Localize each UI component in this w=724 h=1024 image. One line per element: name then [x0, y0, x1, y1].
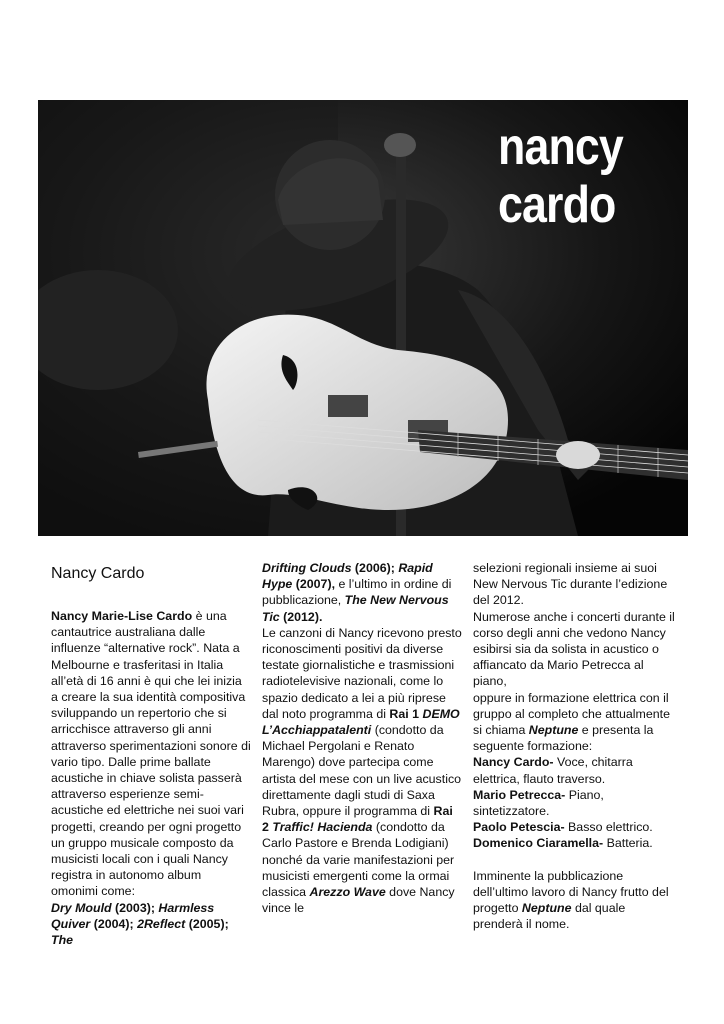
member-line: [473, 835, 678, 851]
body-text: (condotto da Carlo Pastore e Brenda Lodigiani) nonché da varie manifestazioni per musicisti emergenti come la ormai classica: [262, 820, 455, 900]
intro-text: è una cantautrice australiana dalle influenze “alternative rock”. Nata a Melbourne e trasferitasi in Italia all’età di 16 anni è qui che lei inizia a creare la sua identità compositiva sviluppando un repertorio che si arricchisce attraverso gli anni attraverso sperimentazioni sonore di vario tipo. Dalle prime ballate acustiche in chiave solista passerà attraverso esperienze semi-acustiche ed elettriche nei suoi vari progetti, creando per ogni progetto un gruppo musicale composto da musicisti locali con i quali Nancy registra in autonomo album omonimi come:: [51, 609, 251, 899]
member-name: Domenico Ciaramella-: [473, 836, 604, 851]
band-name: Neptune: [521, 901, 572, 916]
album-year: (2003);: [111, 900, 159, 915]
photo-title-line2: cardo: [498, 176, 616, 234]
festival-name: Arezzo Wave: [309, 885, 386, 900]
member-role: Piano, sintetizzatore.: [473, 787, 604, 819]
body-text: Imminente la pubblicazione dell’ultimo lavoro di Nancy frutto del progetto: [473, 868, 669, 916]
article-heading: Nancy Cardo: [51, 565, 145, 582]
album-year: (2007),: [292, 577, 336, 592]
body-text: dal quale prenderà il nome.: [473, 901, 626, 932]
body-text: e l’ultimo in ordine di pubblicazione,: [262, 577, 452, 608]
artist-name: Nancy Marie-Lise Cardo: [51, 609, 193, 623]
member-role: Voce, chitarra elettrica, flauto traverso.: [473, 755, 633, 786]
tv-program: DEMO L’Acchiappatalenti: [262, 706, 460, 738]
body-text: selezioni regionali insieme ai suoi New Nervous Tic durante l’edizione del 2012.: [473, 561, 668, 608]
tv-channel: Rai 1: [389, 706, 420, 721]
album-year: (2004);: [90, 916, 138, 931]
tv-channel: Rai 2: [262, 804, 453, 835]
photo-title: [498, 118, 623, 234]
body-text: dove Nancy vince le: [262, 885, 455, 916]
album-year: (2005);: [185, 916, 229, 931]
spacer: [473, 852, 678, 868]
article-column-2: [262, 560, 462, 916]
member-role: Basso elettrico.: [564, 820, 653, 835]
album-title: The New Nervous Tic: [262, 593, 449, 624]
album-title: The: [51, 933, 74, 948]
closing-paragraph: [473, 868, 678, 933]
band-name: Neptune: [528, 723, 579, 738]
intro-paragraph: [51, 608, 251, 948]
article-column-1: [51, 560, 251, 948]
member-name: Nancy Cardo-: [473, 755, 554, 770]
body-text: Le canzoni di Nancy ricevono presto riconoscimenti positivi da diverse testate giornalistiche e trasmissioni radiotelevisive nazionali, come lo spazio dedicato a lei a più riprese dal noto programma di: [262, 625, 462, 721]
member-name: Mario Petrecca-: [473, 787, 566, 802]
formation-paragraph: [473, 690, 678, 755]
tv-program: Traffic! Hacienda: [268, 820, 373, 835]
body-text: Numerose anche i concerti durante il corso degli anni che vedono Nancy esibirsi sia da solista in acustico o affiancato da Mario Petrecca al piano,: [473, 609, 675, 689]
member-line: [473, 787, 678, 819]
album-title: Harmless Quiver: [51, 900, 215, 931]
body-text: oppure in formazione elettrica con il gruppo al completo che attualmente si chiama: [473, 690, 670, 738]
photo-title-line1: nancy: [498, 118, 623, 176]
article-column-3: [473, 560, 678, 932]
member-role: Batteria.: [603, 836, 653, 851]
album-title: 2Reflect: [137, 916, 186, 931]
album-title: Drifting Clouds: [262, 561, 352, 575]
body-text: (condotto da Michael Pergolani e Renato Marengo) dove partecipa come artista del mese con un live acustico direttamente dagli studi di Saxa Rubra, oppure il programma di: [262, 723, 462, 819]
body-text: e presenta la seguente formazione:: [473, 723, 654, 754]
album-year: (2012).: [279, 609, 323, 624]
member-line: [473, 754, 678, 786]
album-year: (2006);: [351, 561, 399, 575]
album-title: Dry Mould: [51, 900, 112, 915]
albums-paragraph: [262, 560, 462, 625]
press-paragraph: [262, 625, 462, 917]
member-line: [473, 819, 678, 835]
member-name: Paolo Petescia-: [473, 820, 565, 835]
album-title: Rapid Hype: [262, 561, 433, 592]
